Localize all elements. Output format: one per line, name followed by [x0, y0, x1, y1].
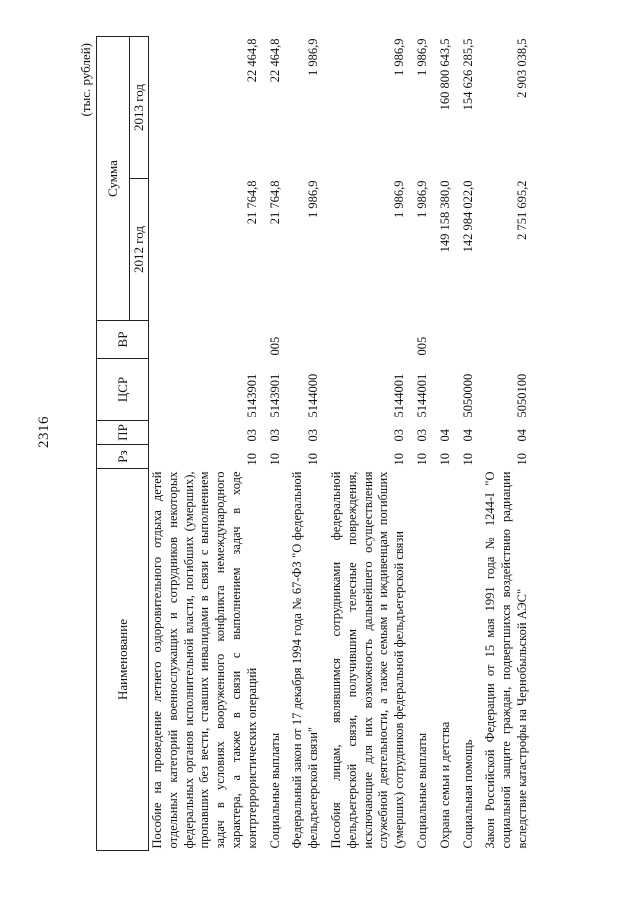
row-pr: 04: [514, 429, 529, 442]
row-csr: 5050100: [514, 373, 529, 418]
row-csr: 5050000: [460, 373, 475, 418]
row-pr: 04: [437, 429, 452, 442]
row-csr: 5144001: [414, 373, 429, 418]
table-row: [477, 37, 531, 851]
row-sum-2012: 1 986,9: [306, 180, 321, 218]
row-rz: 10: [414, 453, 429, 466]
row-vr: [455, 321, 478, 359]
table-row: [262, 37, 285, 851]
row-pr: 03: [414, 429, 429, 442]
row-vr: [432, 321, 455, 359]
table-row: [432, 37, 455, 851]
row-name: Закон Российской Федерации от 15 мая 1991 года № 1244-I "О социальной защите граждан, подвергшихся воздействию радиации вследствие катастрофы на Чернобыльской АЭС": [483, 471, 529, 849]
row-sum-2012: 1 986,9: [392, 180, 407, 218]
row-rz: 10: [392, 453, 407, 466]
row-sum-2012: 2 751 695,2: [514, 180, 529, 240]
header-sum: Сумма: [97, 37, 130, 321]
row-pr: 04: [460, 429, 475, 442]
row-pr: 03: [267, 429, 282, 442]
row-rz: 10: [267, 453, 282, 466]
row-sum-2012: 21 764,8: [244, 180, 259, 225]
row-vr: [284, 321, 323, 359]
header-rz: Рз: [97, 445, 149, 469]
row-csr: 5144001: [392, 373, 407, 418]
table-body: [149, 37, 532, 851]
row-sum-2013: 160 800 643,5: [437, 38, 452, 111]
row-name: Федеральный закон от 17 декабря 1994 года № 67-ФЗ "О федеральной фельдъегерской связи": [290, 471, 321, 849]
row-name: Пособие на проведение летнего оздоровительного отдыха детей отдельных категорий военнослужащих и сотрудников некоторых федеральных органов исполнительной власти, погибших (умерших), пропавших без вести, ставших инвалидами в связи с выполнением задач в условиях вооруженного конфликта немеждународного характера, а также в связи с выполнением задач в ходе контртеррористических операций: [150, 471, 259, 849]
row-name: Социальная помощь: [460, 739, 475, 849]
row-csr: 5143901: [267, 373, 282, 418]
row-vr: 005: [267, 336, 282, 356]
row-sum-2013: 22 464,8: [244, 38, 259, 83]
header-year-2013: 2013 год: [130, 37, 149, 179]
row-sum-2013: 2 903 038,5: [514, 38, 529, 98]
row-sum-2013: 1 986,9: [306, 38, 321, 76]
table-row: [409, 37, 432, 851]
row-pr: 03: [392, 429, 407, 442]
row-vr: [323, 321, 409, 359]
row-sum-2012: 149 158 380,0: [437, 180, 452, 253]
header-vr: ВР: [97, 321, 149, 359]
row-sum-2012: 142 984 022,0: [460, 180, 475, 253]
row-rz: 10: [437, 453, 452, 466]
row-name: Пособия лицам, являвшимся сотрудниками федеральной фельдъегерской связи, получившим телесные повреждения, исключающие для них возможность дальнейшего осуществления служебной деятельности, а также семьям и иждивенцам погибших (умерших) сотрудников федеральной фельдъегерской связи: [328, 471, 407, 849]
row-csr: 5144000: [306, 373, 321, 418]
row-pr: 03: [306, 429, 321, 442]
row-rz: 10: [460, 453, 475, 466]
table-row: [149, 37, 262, 851]
row-sum-2012: 21 764,8: [267, 180, 282, 225]
row-vr: [477, 321, 531, 359]
row-sum-2013: 1 986,9: [392, 38, 407, 76]
table-row: [455, 37, 478, 851]
header-name: Наименование: [97, 469, 149, 851]
units-label: (тыс. рублей): [78, 43, 93, 117]
header-pr: ПР: [97, 421, 149, 445]
header-year-2012: 2012 год: [130, 179, 149, 321]
row-name: Социальные выплаты: [414, 732, 429, 849]
row-pr: 03: [244, 429, 259, 442]
row-csr: [432, 359, 455, 421]
row-rz: 10: [514, 453, 529, 466]
row-sum-2013: 1 986,9: [414, 38, 429, 76]
row-rz: 10: [244, 453, 259, 466]
budget-table: [96, 36, 532, 851]
page-number: 2316: [36, 416, 52, 448]
row-sum-2013: 22 464,8: [267, 38, 282, 83]
row-vr: 005: [414, 336, 429, 356]
header-csr: ЦСР: [97, 359, 149, 421]
table-row: [284, 37, 323, 851]
row-name: Охрана семьи и детства: [437, 721, 452, 849]
row-csr: 5143901: [244, 373, 259, 418]
row-name: Социальные выплаты: [267, 732, 282, 849]
row-vr: [149, 321, 262, 359]
row-sum-2013: 154 626 285,5: [460, 38, 475, 111]
row-sum-2012: 1 986,9: [414, 180, 429, 218]
table-row: [323, 37, 409, 851]
row-rz: 10: [306, 453, 321, 466]
